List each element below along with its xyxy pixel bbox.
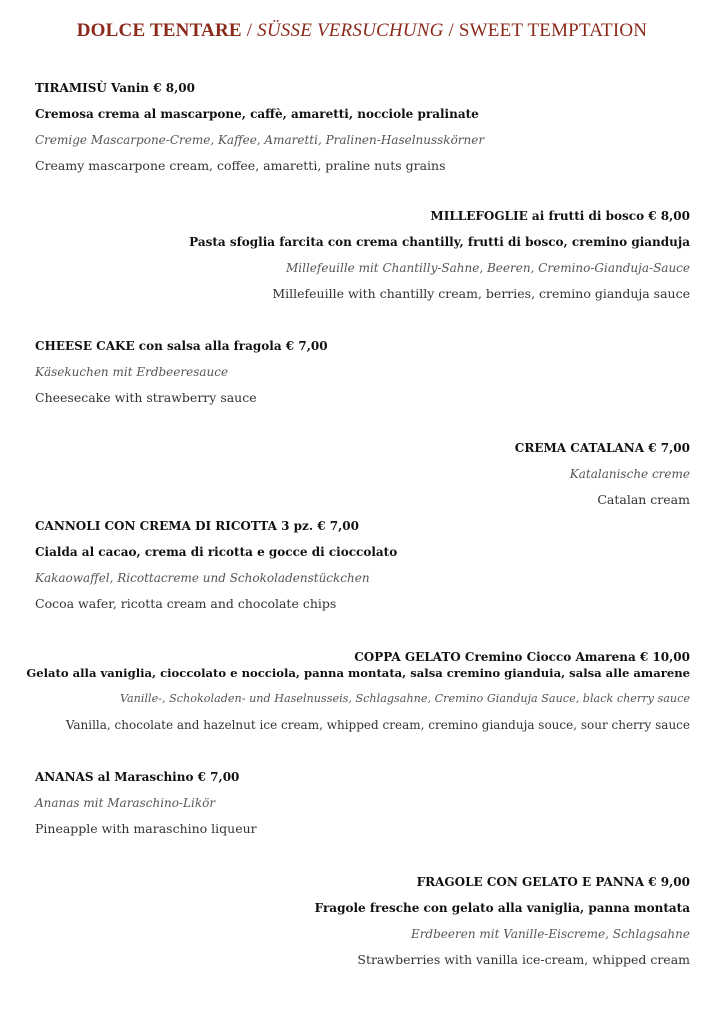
item-coppa-gelato-english-description: Vanilla, chocolate and hazelnut ice cream, whipped cream, cremino gianduja souce, sour cherry sauce xyxy=(65,718,690,732)
item-cannoli-german-description: Kakaowaffel, Ricottacreme und Schokoladenstückchen xyxy=(35,571,370,585)
item-tiramisu-english-description: Creamy mascarpone cream, coffee, amaretti, praline nuts grains xyxy=(35,158,446,173)
item-ananas-english-description: Pineapple with maraschino liqueur xyxy=(35,821,257,836)
item-cheesecake-heading: CHEESE CAKE con salsa alla fragola € 7,00 xyxy=(35,339,328,353)
item-millefoglie-english-description: Millefeuille with chantilly cream, berries, cremino gianduja sauce xyxy=(272,286,690,301)
item-millefoglie-german-description: Millefeuille mit Chantilly-Sahne, Beeren, Cremino-Gianduja-Sauce xyxy=(285,261,690,275)
title-separator: / xyxy=(443,20,459,41)
title-italian: DOLCE TENTARE xyxy=(76,20,242,41)
item-fragole-heading: FRAGOLE CON GELATO E PANNA € 9,00 xyxy=(416,875,690,889)
item-coppa-gelato-heading: COPPA GELATO Cremino Ciocco Amarena € 10,00 xyxy=(354,650,690,664)
item-millefoglie-heading: MILLEFOGLIE ai frutti di bosco € 8,00 xyxy=(430,209,690,223)
item-fragole-english-description: Strawberries with vanilla ice-cream, whipped cream xyxy=(357,952,690,967)
item-tiramisu-german-description: Cremige Mascarpone-Creme, Kaffee, Amaretti, Pralinen-Haselnusskörner xyxy=(35,133,485,147)
item-cheesecake-german-description: Käsekuchen mit Erdbeeresauce xyxy=(35,365,229,379)
item-millefoglie-italian-description: Pasta sfoglia farcita con crema chantilly, frutti di bosco, cremino gianduja xyxy=(189,235,690,249)
item-cheesecake-english-description: Cheesecake with strawberry sauce xyxy=(35,390,257,405)
item-coppa-gelato-italian-description: Gelato alla vaniglia, cioccolato e nocciola, panna montata, salsa cremino gianduia, salsa alle amarene xyxy=(26,666,690,680)
item-cannoli-heading: CANNOLI CON CREMA DI RICOTTA 3 pz. € 7,00 xyxy=(35,519,359,533)
item-ananas-german-description: Ananas mit Maraschino-Likör xyxy=(35,796,216,810)
title-separator: / xyxy=(241,20,258,41)
item-tiramisu-italian-description: Cremosa crema al mascarpone, caffè, amaretti, nocciole pralinate xyxy=(35,107,479,121)
item-tiramisu-heading: TIRAMISÙ Vanin € 8,00 xyxy=(35,81,195,95)
item-crema-catalana-german-description: Katalanische creme xyxy=(569,467,690,481)
item-cannoli-italian-description: Cialda al cacao, crema di ricotta e gocce di cioccolato xyxy=(35,545,398,559)
title-english: SWEET TEMPTATION xyxy=(458,20,648,41)
item-coppa-gelato-german-description: Vanille-, Schokoladen- und Haselnusseis, Schlagsahne, Cremino Gianduja Sauce, black cherry sauce xyxy=(119,692,690,705)
item-fragole-italian-description: Fragole fresche con gelato alla vaniglia, panna montata xyxy=(314,901,690,915)
title-german: SÜSSE VERSUCHUNG xyxy=(257,20,444,41)
item-crema-catalana-heading: CREMA CATALANA € 7,00 xyxy=(514,441,690,455)
item-ananas-heading: ANANAS al Maraschino € 7,00 xyxy=(35,770,240,784)
item-fragole-german-description: Erdbeeren mit Vanille-Eiscreme, Schlagsahne xyxy=(410,927,690,941)
menu-title xyxy=(0,20,724,42)
item-crema-catalana-english-description: Catalan cream xyxy=(597,492,690,507)
item-cannoli-english-description: Cocoa wafer, ricotta cream and chocolate chips xyxy=(35,596,337,611)
